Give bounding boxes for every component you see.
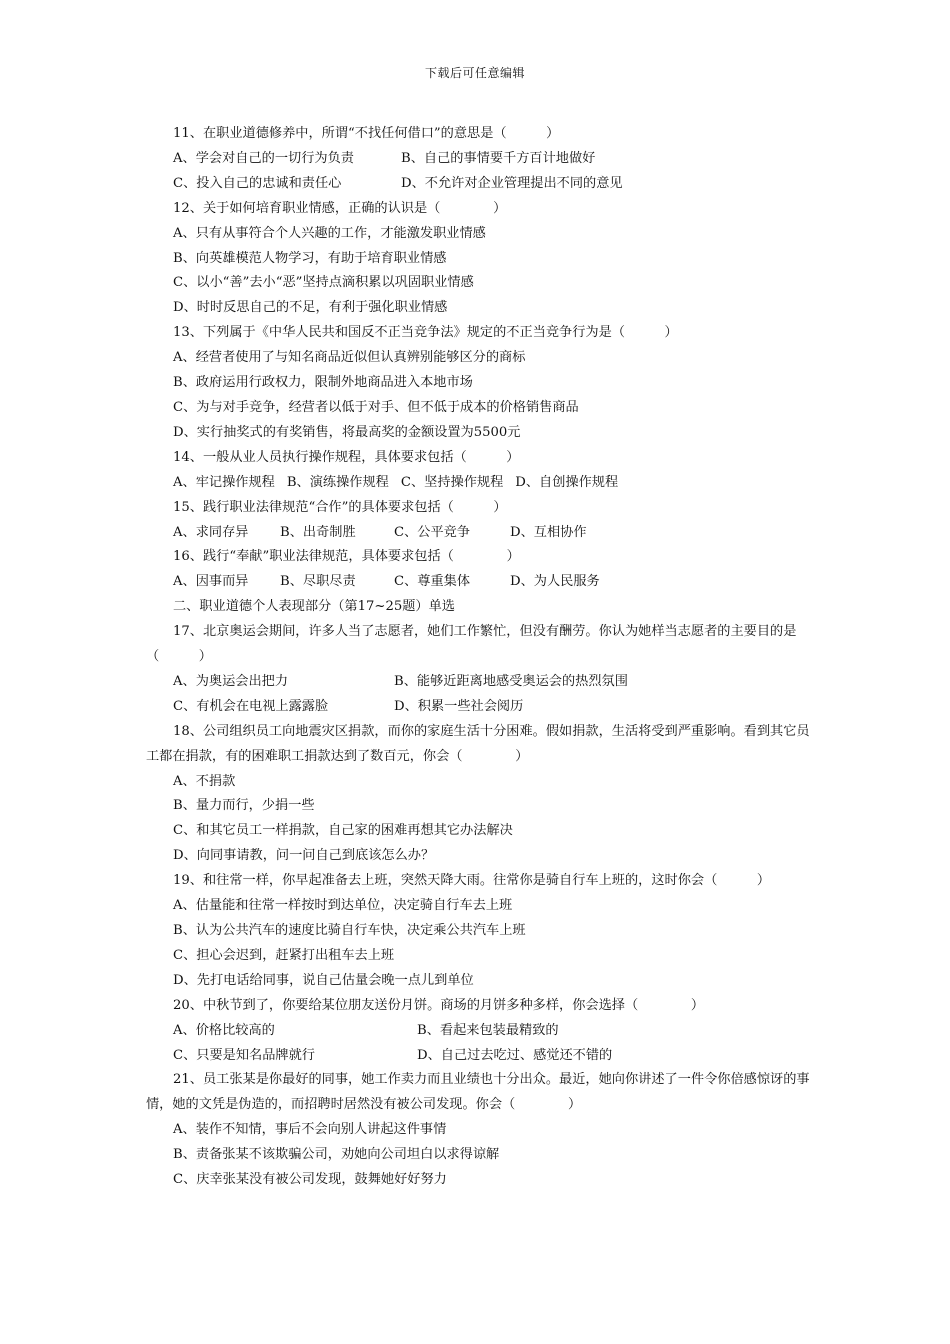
question-18-stem: 18、公司组织员工向地震灾区捐款，而你的家庭生活十分困难。假如捐款，生活将受到严重影响。看到其它员工都在捐款，有的困难职工捐款达到了数百元，你会（ ） [146, 723, 810, 764]
question-18-option-b: B、量力而行，少捐一些 [173, 798, 315, 814]
question-20-option-d: D、自己过去吃过、感觉还不错的 [417, 1047, 613, 1063]
question-13-option-c: C、为与对手竞争，经营者以低于对手、但不低于成本的价格销售商品 [173, 399, 579, 415]
question-20-options-cd [146, 1044, 810, 1069]
question-12-option-b: B、向英雄模范人物学习，有助于培育职业情感 [173, 250, 447, 266]
question-17-option-d: D、积累一些社会阅历 [394, 698, 524, 714]
question-17-options-ab [146, 670, 810, 695]
question-14-option-d: D、自创操作规程 [515, 474, 619, 490]
question-17-option-c: C、有机会在电视上露露脸 [173, 698, 329, 714]
question-12-option-a: A、只有从事符合个人兴趣的工作，才能激发职业情感 [173, 225, 486, 241]
question-14-stem: 14、一般从业人员执行操作规程，具体要求包括（ ） [173, 449, 520, 465]
question-20-option-a: A、价格比较高的 [173, 1022, 275, 1038]
question-12-option-d: D、时时反思自己的不足，有利于强化职业情感 [173, 300, 448, 316]
question-16-stem: 16、践行“奉献”职业法律规范，具体要求包括（ ） [173, 549, 520, 565]
question-11-option-d: D、不允许对企业管理提出不同的意见 [401, 175, 623, 191]
question-15-option-a: A、求同存异 [173, 524, 249, 540]
question-15-stem: 15、践行职业法律规范“合作”的具体要求包括（ ） [173, 499, 507, 515]
question-15-option-d: D、互相协作 [510, 524, 587, 540]
question-11-options-cd [146, 172, 810, 197]
question-19-option-a: A、估量能和往常一样按时到达单位，决定骑自行车去上班 [173, 898, 513, 914]
question-13-option-d: D、实行抽奖式的有奖销售，将最高奖的金额设置为5500元 [173, 424, 521, 440]
question-13-option-b: B、政府运用行政权力，限制外地商品进入本地市场 [173, 375, 473, 391]
question-18-option-c: C、和其它员工一样捐款，自己家的困难再想其它办法解决 [173, 823, 513, 839]
question-21-option-a: A、装作不知情，事后不会向别人讲起这件事情 [173, 1122, 447, 1138]
question-14-options [146, 471, 810, 496]
section-2-heading: 二、职业道德个人表现部分（第17~25题）单选 [173, 599, 455, 615]
document-body [146, 122, 810, 1193]
question-11-option-c: C、投入自己的忠诚和责任心 [173, 175, 342, 191]
question-18-option-a: A、不捐款 [173, 773, 236, 789]
question-16-option-a: A、因事而异 [173, 574, 249, 590]
question-19-option-b: B、认为公共汽车的速度比骑自行车快，决定乘公共汽车上班 [173, 923, 526, 938]
question-17-option-a: A、为奥运会出把力 [173, 673, 289, 689]
page-header: 下载后可任意编辑 [424, 66, 525, 80]
question-19-stem: 19、和往常一样，你早起准备去上班，突然天降大雨。往常你是骑自行车上班的，这时你会（ ） [173, 873, 771, 889]
question-19-option-d: D、先打电话给同事，说自己估量会晚一点儿到单位 [173, 972, 474, 988]
question-15-options [146, 521, 810, 546]
question-14-option-b: B、演练操作规程 [286, 474, 389, 490]
question-11-stem: 11、在职业道德修养中，所谓“不找任何借口”的意思是（ ） [173, 126, 560, 141]
question-15-option-b: B、出奇制胜 [280, 524, 356, 540]
question-19-option-c: C、担心会迟到，赶紧打出租车去上班 [173, 947, 395, 963]
question-17-stem: 17、北京奥运会期间，许多人当了志愿者，她们工作繁忙，但没有酬劳。你认为她样当志愿者的主要目的是（ ） [146, 624, 797, 665]
question-12-option-c: C、以小“善”去小“恶”坚持点滴积累以巩固职业情感 [173, 275, 474, 291]
question-16-option-b: B、尽职尽责 [280, 574, 356, 590]
question-12-stem: 12、关于如何培育职业情感，正确的认识是（ ） [173, 200, 507, 216]
question-20-stem: 20、中秋节到了，你要给某位朋友送份月饼。商场的月饼多种多样，你会选择（ ） [173, 997, 705, 1013]
question-17-option-b: B、能够近距离地感受奥运会的热烈氛围 [394, 673, 628, 689]
question-17-options-cd [146, 695, 810, 720]
question-15-option-c: C、公平竞争 [394, 524, 471, 540]
question-20-option-b: B、看起来包装最精致的 [417, 1022, 559, 1038]
question-13-stem: 13、下列属于《中华人民共和国反不正当竞争法》规定的不正当竞争行为是（ ） [173, 325, 678, 341]
question-16-option-d: D、为人民服务 [510, 574, 600, 590]
question-20-options-ab [146, 1019, 810, 1044]
question-14-option-c: C、坚持操作规程 [400, 474, 504, 490]
question-13-option-a: A、经营者使用了与知名商品近似但认真辨别能够区分的商标 [173, 350, 526, 366]
question-18-option-d: D、向同事请教，问一问自己到底该怎么办？ [173, 848, 435, 864]
question-21-option-c: C、庆幸张某没有被公司发现，鼓舞她好好努力 [173, 1172, 447, 1188]
question-16-option-c: C、尊重集体 [394, 574, 471, 590]
question-20-option-c: C、只要是知名品牌就行 [173, 1047, 315, 1063]
question-11-option-a: A、学会对自己的一切行为负责 [173, 150, 354, 166]
question-11-option-b: B、自己的事情要千方百计地做好 [401, 150, 596, 166]
question-21-stem: 21、员工张某是你最好的同事，她工作卖力而且业绩也十分出众。最近，她向你讲述了一件令你倍感惊讶的事情，她的文凭是伪造的，而招聘时居然没有被公司发现。你会（ ） [146, 1072, 810, 1113]
question-21-option-b: B、责备张某不该欺骗公司，劝她向公司坦白以求得谅解 [173, 1147, 500, 1163]
question-11-options-ab [146, 147, 810, 172]
question-16-options [146, 570, 810, 595]
question-14-option-a: A、牢记操作规程 [173, 474, 275, 490]
